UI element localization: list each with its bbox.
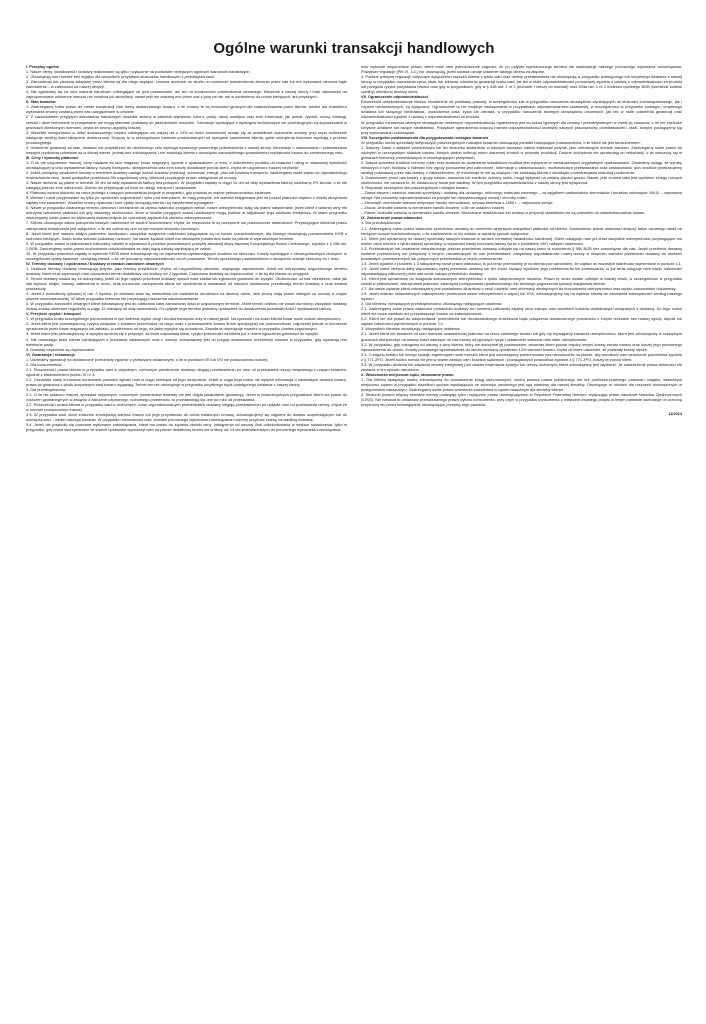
paragraph: – Zboża: Jednolite warunki w niemieckim handlu zbożem, o ile nie ustalono inaczej. bbox=[361, 205, 505, 211]
paragraph: – Ziarna siewne i nasiona: warunki sprzedaży i dostawy dla uznanego, rolniczego materiału siewnego – za wyjątkiem sadzeniaków ziemniaków i buraków cukrowych: AVLB – najnowsza wersja. Nie ponosimy odpowiedzialności za pomyłki lub niewystarczający rozwój i choroby roślin. bbox=[361, 190, 682, 201]
paragraph: 3.1. Jeżeli klient nie zamierza od razu dokonać uzasadnionej płatności na rzecz należnego towaru lub gdy my wymagamy zawarcia ubezpieczenia, klient jest zobowiązany w rozsądnym granicach ubezpieczyć na własny koszt należące do nas towary od typowych ryzyk i ostatecznie wskazać nam takie ubezpieczenie. bbox=[361, 331, 682, 342]
paragraph: 2. Dalsza sprzedaż środków ochrony roślin oraz środków do zwalczania szkodników możliwa jest wyłącznie w nienaruszonych oryginalnych opakowaniach. Zwracamy uwagę, że wyroby niektórych z tych środków z Niemiec bez zgody producenta jest zabronione. Informacje o właściwościach, możliwościach przetwarzania oraz zastosowaniu tych środków przekazujemy według posiadanej przez nas wiedzy, z zastrzeżeniem, że informacje te nie są wiążące i nie zwalniają klienta z obowiązku przestrzegania instrukcji producenta. bbox=[361, 159, 682, 175]
paragraph: 1. W przypadku braku szczególnego porozumienia w tym zakresie wybór drogi i środka transportu leży w naszej gestii. Na życzenie i na koszt klienta towar może zostać ubezpieczony. bbox=[26, 316, 342, 322]
paragraph: 4. Regulacje szczególne dla poszczególnych rodzajów towaru: bbox=[361, 185, 469, 191]
paragraph: 3. Zamówienia lub zlecenia składane przez klienta są dla niego wiążące. Umowa dochodzi do skutku w momencie potwierdzenia zlecenia przez nas lub też wykonania zlecenia bądź zamówienia – w zależności od naszej decyzji. bbox=[26, 79, 347, 90]
right-column bbox=[361, 64, 682, 1014]
paragraph: 4. Udzielenie gwarancji za stan, trwałość lub przydatność do określonego celu wymaga wyraźnego pisemnego potwierdzenia z naszej strony. Informacje o zastosowaniu i przetwarzaniu naszych produktów udzielane są w dobrej wierze, jednak bez zobowiązania, i nie zwalniają klienta z obowiązku samodzielnego sprawdzenia przydatności towaru do zamierzonego celu. bbox=[26, 144, 347, 155]
paragraph: 1. Nasze oferty, świadczenia i dostawy realizowane są tylko i wyłącznie na podstawie niniejszych ogólnych warunków handlowych. bbox=[26, 69, 251, 75]
paragraph: 3.1. O ile nie ustalono inaczej, sprzedaż używanych, ruchomych przedmiotów dostawy nie jest objęta jakąkolwiek gwarancją. Jeżeli w poszczególnych przypadkach klient ma prawo do roszczeń gwarancyjnych w związku z zakupem używanego, ruchomego przedmiotu, to przedawniają się one po roku od przekazania. bbox=[26, 392, 347, 403]
paragraph: 1.4. Jeżeli zgodnie z punktem 1.3 nabędziemy nowe prawo własności, to już teraz przenosimy je na klienta pod warunkiem, że zapłaci on wszystkie należności wymienione w punkcie 1.1. bbox=[361, 260, 682, 266]
paragraph: 1. Udzielamy gwarancji na dostarczone przedmioty zgodnie z przepisami ustawowymi, o ile w punktach VII lub VIII nie postanowiono inaczej. bbox=[26, 356, 269, 362]
paragraph: 8. Jeżeli klient jest naszym stałym partnerem handlowym, wszystkie wzajemne należności księgowane są na koncie rozrachunkowym, dla którego obowiązują postanowienia HGB o rachunku bieżącym. Saldo konta stanowi podstawę rozliczeń. Na nasze żądanie klient ma obowiązek potwierdzić saldo na piśmie w wyznaczonym terminie. bbox=[26, 230, 347, 241]
section-heading: IV. Terminy dostawy i opóźnienia / Dostawy w ramach zamówień otwartych bbox=[26, 260, 164, 266]
section-heading: IX. Zastrzeżenie prawa własności bbox=[361, 215, 423, 221]
paragraph: 1.8. Jeżeli wartość ustanowionych zabezpieczeń przekracza nasze wierzytelności o więcej niż 10%, zobowiązujemy się na żądanie klienta do zwolnienia zabezpieczeń według naszego wyboru. bbox=[361, 291, 682, 302]
paragraph: 3.3. W przypadku wad, które znacznie zmniejszają wartość towaru lub jego przydatność do celów ustalonych umową, zobowiązujemy się najpierw do dostaw uzupełniających lub do usunięcia wad – wedle naszego uznania. W przypadku niemożności wad, zamiast ponownego wykonania zobowiązania możemy przyznać zniżkę na wadliwą dostawę. bbox=[26, 412, 347, 423]
paragraph: 2. Jeżeli klient jest przedsiębiorcą, ryzyka związane z towarem przechodzą na niego wraz z przekazaniem towaru firmie spedycyjnej lub przewoźnikowi, najpóźniej jednak w momencie opuszczenia przez towar magazynu lub zakładu, w zależności od tego, na jakiej wysyłce się umówiono. Zasada ta obowiązuje również w przypadku dostaw częściowych. bbox=[26, 321, 347, 332]
section-heading: I. Przepisy ogólne bbox=[26, 64, 60, 69]
document-title: Ogólne warunki transakcji handlowych bbox=[213, 40, 495, 57]
paragraph: 3. Jeżeli klient jest przedsiębiorcą, a wysyłka opóźnia się z przyczyn, za które odpowiada klient, ryzyko przechodzi na klienta już z dniem zgłoszenia gotowości do wysyłki. bbox=[26, 331, 319, 337]
paragraph: 6. Nawet w przypadku ustalonego terminu płatności i niezależnie od okresu ważności przyjętych weksli, nasze wierzytelności stają się płatne natychmiast, jeżeli klient z własnej winy nie dotrzyma warunków płatności lub gdy zaistnieją okoliczności, które w świetle przyjętych zasad handlowych mogą poddać w wątpliwość jego zdolność kredytową. W takim przypadku zastrzegamy sobie prawo do wykonania dostaw jedynie po uprzedniej zapłacie lub złożeniu zabezpieczenia. bbox=[26, 205, 347, 221]
paragraph: 2. Stosunki prawne między stronami umowy podlegają tylko i wyłącznie prawu obowiązującemu w Republice Federalnej Niemiec, wyłączając prawo handlowe Narodów Zjednoczonych (CISG). Nie narusza to ustawowo przewidzianego prawa wyboru konsumenta, przy czym w przypadku konsumenta z miejscem zwykłego pobytu w innym państwie zachowuje on ochronę przyznaną mu przez bezwzględnie obowiązujące przepisy tego państwa. bbox=[361, 392, 682, 408]
paragraph: W przypadku naruszenia istotnych obowiązków umownych odpowiedzialność ograniczona jest do szkód typowych dla umowy i przewidywalnych w chwili jej zawarcia, o ile nie zachodzi umyślne działanie lub rażące niedbalstwo. Powyższe ograniczenia dotyczą również odpowiedzialności osobistej naszych pracowników, przedstawicieli i osób, którymi posługujemy się przy wykonywaniu zobowiązań. bbox=[361, 119, 682, 135]
paragraph: 5. Dostawy częściowe są dopuszczalne. bbox=[26, 346, 96, 352]
paragraph: 9. W przypadku zwłoki w płatnościach naliczamy odsetki w wysokości 8 punktów procentowych powyżej aktualnej stopy bazowej Europejskiego Banku Centralnego, zgodnie z § 288 ust. 2 BGB. Zastrzegamy sobie prawo dochodzenia odszkodowania za dalej idącą szkodę wynikającą ze zwłoki. bbox=[26, 240, 347, 251]
paragraph: 1.7. Na nasze żądanie klient zobowiązany jest powiadomić dłużników o cesji i udzielić nam informacji niezbędnych do dochodzenia wierzytelności oraz wydać odpowiednie dokumenty. bbox=[361, 286, 677, 292]
paragraph: – Pasze: Jednolite warunki w niemieckim handlu zbożem. Nieznaczne rozbieżności lub zmiany w proporcji składników nie są powodem do zakwestionowania towaru. bbox=[361, 210, 646, 216]
paragraph: 1.2. Klient jest uprawniony do dalszej sprzedaży naszych towarów w ramach normalnej działalności handlowej. Klient odstępuje nam już teraz wszystkie wierzytelności przysługujące mu wobec osób trzecich z tytułu dalszej sprzedaży, w wysokości kwoty końcowej faktury (wraz z podatkiem VAT) naszych należności. bbox=[361, 235, 682, 246]
paragraph: 1. Ustalone terminy dostawy obowiązują jedynie, jako terminy przybliżone, chyba, że uzgodniliśmy pisemnie, wiążącego zapewnienia. Jeżeli nie dotrzymamy uzgodnionego terminu dostawy, klient musi wyznaczyć nam odpowiedni termin dodatkowy, nie krótszy niż 2 tygodnie. Częściowe dostawy są dopuszczalne, o ile są dla klienta do przyjęcia. bbox=[26, 265, 347, 276]
section-heading: III. Ceny i sposoby płatności bbox=[26, 154, 79, 160]
paragraph: 3.3. O zajęciu towaru lub innego rodzaju ingerencjach osób trzecich klient jest zobowiązany poinformować nas niezwłocznie na piśmie, aby umożliwić nam wniesienie powództwa zgodnie z § 771 ZPO. Jeżeli osoba trzecia nie jest w stanie zwrócić nam kosztów sądowych i pozasądowych powództwa zgodnie z § 771 ZPO, koszty te ponosi klient. bbox=[361, 351, 682, 362]
paragraph: 1.6. Klient jest uprawniony do ściągania scedowanych wierzytelności z tytułu odsprzedanych towarów. Prawo to może zostać cofnięte w każdej chwili, w szczególności w przypadku zwłoki w płatnościach, wstrzymania płatności, wszczęcia postępowania upadłościowego lub istotnego pogorszenia sytuacji majątkowej klienta. bbox=[361, 275, 682, 287]
paragraph: 7. Klienta obowiązuje zakaz potrącenia naszych należności ze swoimi roszczeniami, chyba, że roszczenia te są bezsporne lub prawomocnie stwierdzone. Przysługujące klientowi prawo zatrzymania świadczenia jest wyłączone, o ile nie opiera się ono na tym samym stosunku umownym. bbox=[26, 220, 347, 231]
section-heading: II. Stan towarów bbox=[26, 99, 56, 105]
paragraph: 2. Dla konsumentów: bbox=[26, 361, 63, 367]
paragraph: 4. Płatności można dokonać na rzecz jednego z naszych pracowników jedynie w przypadku, gdy posiada on ważne pełnomocnictwo inkasowe. bbox=[26, 190, 272, 196]
paragraph: W przypadku umów sprzedaży dotyczących poszczególnych rodzajów towarów obowiązują ponadto następujące postanowienia, o ile klient nie jest konsumentem: bbox=[361, 139, 641, 145]
paragraph: – Ziemniaki: niemieckie warunki dotyczące handlu ziemniakami, umowa berlińska z 1956 r. – najnowsza wersja. bbox=[361, 200, 554, 206]
paragraph: 1.5. Jeżeli klient otrzyma dalej wspomnianą wyżej przedmiot dostawy lub też towar, będący wynikiem jego przetworzenia lub pomieszania, to już teraz ustępuje nam część należności odpowiadającą naliczonej przez nas cenie zakupu przedmiotu dostawy. bbox=[361, 265, 682, 276]
paragraph: 1. Nawozy: Dane o składzie procentowym lub też stosunku składników w naszych towarach należy traktować jedynie, jako orientacyjne średnie wartości. Zastrzegamy sobie prawo do odchyleń w rzeczywistym składzie towaru, których trudno uniknąć mimo starannej kontroli w procesie produkcji. Drobne odchylenia nie uprawniają do reklamacji, o ile mieszczą się w granicach tolerancji przewidzianych w obowiązujących przepisach. bbox=[361, 144, 682, 160]
paragraph: 2.2. Klient nie ma prawa do odsprzedania, przerobienia lub nieodwracalnego zmieszania bądź połączenia dostarczonego przedmiotu z innymi rzeczami bez naszej zgody, dopóki nie zapłaci należności wymienionych w punkcie 2.1. bbox=[361, 316, 682, 327]
paragraph: Roszczenia odszkodowawcze klienta, niezależnie od podstawy prawnej, w szczególności zaś w przypadku naruszenia obowiązków wynikających ze stosunku zobowiązaniowego, jak i czynów niedozwolonych, są wyłączone. Ograniczenie to nie znajduje zastosowania w przypadkach odpowiedzialności ustawowej, w szczególności w przypadku podstępu, umyślnego działania lub rażącego niedbalstwa, uszkodzenia ciała, życia lub zdrowia, w przypadku naruszenia istotnych obowiązków umownych, jak też w razie udzielenia gwarancji oraz odpowiedzialności zgodnie z ustawą o odpowiedzialności za produkt. bbox=[361, 99, 682, 120]
paragraph: 3.4. Jeżeli nie powiodło się ponowne wykonanie zobowiązania, klient ma prawo do żądania obniżki ceny, odstąpienia od umowy i/lub odszkodowania w miejsce świadczenia, tylko w przypadku, gdy przed skorzystaniem ze swoich uprawnień wyznaczył nam na piśmie dodatkowy termin nie krótszy niż 14 dni kalendarzowych do ponownego wykonania zobowiązania. bbox=[26, 422, 347, 433]
paragraph: 3. Dostarczone przez nas towary z grupy nasion, nawozów lub środków ochrony roślin, mogą wpływać na zmiany jakości gruntu. Nawet, jeśli zmiana taka jest wynikiem zbiegu różnych okoliczności, nie oznacza to, że dostarczony towar jest wadliwy. W tym przypadku odpowiedzialność z naszej strony jest wyłączona. bbox=[361, 175, 682, 186]
paragraph: 3. Dla przedsiębiorców: bbox=[26, 387, 67, 392]
paragraph: 2.1. Roszczenia i prawa klienta w przypadku wad w używanym, ruchomym przedmiocie dostawy ulegają przedawnieniu po roku od przekazania rzeczy związanego z nowym towarem, zgodnie z zastrzeżeniem punktu VI nr 4. bbox=[26, 366, 347, 377]
paragraph: 2. Termin dostawy uważa się za dotrzymany, jeżeli do jego upływu przedmiot dostawy opuścił nasz zakład lub zgłoszono gotowość do wysyłki. Okoliczności od nas niezależne, takie jak siła wyższa, strajki, lokauty, zakłócenia w ruchu, brak surowców, zarządzenia władz lub opóźnienia w dostawach od naszych dostawców, przedłużają termin dostawy o czas trwania przeszkody. bbox=[26, 275, 347, 292]
section-heading: VII. Ograniczenie odpowiedzialności bbox=[361, 94, 429, 100]
section-heading: VIII. Szczególne postanowienia dla przygotowania rodzajów towarów bbox=[361, 134, 489, 140]
paragraph: 4. Nie zgadzamy się na inne warunki handlowe, odbiegające od tych postanowień, ani też na konieczność potwierdzenia zwrotnego. Milczenie z naszej strony i brak odpowiedzi na zaproponowane odmienne warunki nie oznacza ich akceptacji, nawet jeśli nie zostaną one przez nas z góry na nie, ani w odniesieniu do umów bieżących, ani przyszłych. bbox=[26, 89, 347, 100]
paragraph: 1. Zastrzegamy sobie prawo do zmian konstrukcji i/lub formy dostarczanego towaru, o ile zmiany te są zmianami typowymi dla zaakceptowania przez klienta. Istotne dla charakteru wykonania zmiany zostaną przez nas uwzględnione w umowie. bbox=[26, 104, 347, 115]
section-heading: VI. Gwarancja i reklamacje bbox=[26, 351, 75, 357]
paragraph: 2. Z zachowaniem przyjętych standardów handlowych wszelkie zmiany w zakresie wymiarów, koloru, próby, danej analityce oraz inne informacje, jak próbki, rysunki, wzory, katalogi, cenniki i dane techniczne w prospektach nie mogą stanowić podstawy do jakichkolwiek roszczeń. Tolerancje wynikające z wymogów technicznych lub produkcyjnych są dopuszczalne w granicach określonych normami, chyba że strony uzgodnią inaczej. bbox=[26, 114, 347, 130]
paragraph: 2. Obowiązują one również bez wyjątku dla wszystkich przyszłych stosunków handlowych z przedsiębiorcami. bbox=[26, 74, 215, 80]
paragraph: 3. Wszystkich klientów obowiązują następujące ustalenia: bbox=[361, 326, 461, 332]
paragraph: 10. W przypadku polecenia zapłaty w systemie SEPA klient zobowiązuje się do zapewnienia wystarczających środków na rachunku. Koszty wynikające z nieuregulowanych obciążeń, w szczególności opłaty bankowe, obciążają klienta, o ile nie ponosimy odpowiedzialności za ich powstanie. Termin uprzedniego powiadomienia o obciążeniu zostaje skrócony do 1 dnia. bbox=[26, 250, 347, 261]
paragraph: 2. Dla klientów, niebędących przedsiębiorcami, obowiązują następujące ustalenia: bbox=[361, 301, 503, 307]
paragraph: 3.2. W przypadku, gdy odstąpimy od umowy z winy klienta, który nie dotrzymał jej postanowień, wówczas klient ponosi między innymi koszty zwrotu towaru oraz koszty jego ponownego wprowadzenia do obrotu. Koszty ponownego wprowadzenia do obrotu wynoszą ryczałtowo 10% wartości towaru, chyba że klient udowodni, że powstały koszty niższe. bbox=[361, 341, 682, 352]
paragraph: 2.2. Oczywiste wady w towarze konsument powinien zgłosić nam w ciągu miesiąca od jego otrzymania. Jeżeli w ciągu tego czasu nie wpłynie informacja o zaistniałych wadach towaru, prawa do gwarancji z tytułu oczywistych wad towaru wygasają. Termin ten nie obowiązuje w przypadku umyślnego bądź podstępnego działania z naszej strony. bbox=[26, 376, 347, 387]
left-column bbox=[26, 64, 347, 1014]
paragraph: 3.4. W przypadku istnienia lub zawarcia umowy kredytowej pod zastaw inwentarza żywego lub rzeczy ruchomych klient zobowiązany jest zapewnić, że zastrzeżenie prawa własności nie zostanie w ten sposób naruszone. bbox=[361, 361, 682, 372]
paragraph: 2.1. Zastrzegamy sobie prawo własności przedmiotu dostawy do momentu całkowitej zapłaty ceny zakupu oraz wszelkich kosztów dodatkowych związanych z dostawą. Do tego czasu klient nie może zastawić ani przewłaszczyć towaru na zabezpieczenie. bbox=[361, 306, 682, 317]
document-footer-code: 11/2014 bbox=[668, 411, 682, 417]
section-heading: V. Przejście ryzyka i transport bbox=[26, 311, 81, 317]
section-heading: X. Właściwość miejscowa sądu, stosowane prawo bbox=[361, 371, 454, 377]
paragraph: 1. Dla przedsiębiorców: bbox=[361, 220, 402, 226]
paragraph: 4. W przypadku zamówień otwartych klient zobowiązany jest do odebrania całej zamówionej ilości w uzgodnionym terminie. Jeżeli termin odbioru nie został określony, wszystkie dostawy muszą zostać odebrane najpóźniej w ciągu 12 miesięcy od daty zamówienia. Po upływie tego terminu jesteśmy uprawnieni do dostarczenia pozostałej ilości i wystawienia faktury. bbox=[26, 301, 347, 312]
paragraph: 1. Dla klienta będącego osobą zobowiązaną do prowadzenia ksiąg rachunkowych, osobą prawną prawa publicznego lub też publiczno-prawnego podmiotu majątku, właściwym miejscowo sądem w przypadku wszelkich sporów wynikających ze stosunku umownego jest sąd właściwy dla naszej siedziby. Obowiązuje to również dla roszczeń dochodzonych w postępowaniu nakazowym. Zastrzegamy sobie prawo wniesienia powództwa w sądzie właściwym dla siedziby klienta. bbox=[361, 376, 682, 392]
paragraph: móc wykonać wspomniane prawo, klient musi nam jednoznacznie zagrozić, że po upływie wyznaczonego terminu nie zaakceptuje naszego ponownego wykonania zobowiązania. Powyższe regulacje (Pkt VI. 3.4.) nie obowiązują, jeżeli ustawa uznaje ustalenie takiego okresu za zbędne. bbox=[361, 64, 682, 75]
paragraph: 1.1. Zastrzegamy sobie prawo własności przedmiotu dostawy do momentu wpłynięcia wszystkich płatności od klienta. Zastrzeżenie prawa własności dotyczy także uznanego salda na bieżącym koncie rozrachunkowym, o ile zastrzeżenie to nie zostało w wyraźny sposób wyłączone. bbox=[361, 225, 682, 236]
paragraph: 4. Nie naruszając praw klienta wynikających z przepisów ustawowych oraz z umowy, zobowiązany jest on przyjąć dostarczone przedmioty również w przypadku, gdy wykazują one nieistotne wady. bbox=[26, 336, 347, 347]
paragraph: 3. Wszelkie niezgodności w ilości dostarczonego towaru odbiegające nie więcej niż o 10% od ilości zamówionej uznaje się za prawidłowe wykonanie umowy, przy czym rozliczenie następuje według ilości faktycznie dostarczonej. Dotyczy to w szczególności towarów produkowanych na specjalne zamówienie klienta, gdzie odchylenia ilościowe wynikają z procesu produkcyjnego. bbox=[26, 129, 347, 145]
paragraph: 2. Jeżeli pomiędzy zawarciem umowy a terminem dostawy nastąpi wzrost kosztów produkcji, surowców, energii, płac lub kosztów transportu, zastrzegamy sobie prawo do odpowiedniego dostosowania ceny. Jeżeli podwyżka przekracza 5% uzgodnionej ceny, klientowi przysługuje prawo odstąpienia od umowy. bbox=[26, 169, 347, 181]
paragraph: 1. O ile nie uzgodniono inaczej, ceny ustalane są loco magazyn (nasz magazyn), łącznie z opakowaniem, w euro, z doliczeniem podatku od towarów i usług w ustawowej wysokości obowiązującej w dniu wystawienia faktury. Koszty transportu, ubezpieczenia oraz inne koszty dodatkowe ponosi klient, chyba że uzgodniono inaczej na piśmie. bbox=[26, 159, 347, 170]
document-columns bbox=[26, 64, 682, 1014]
paragraph: 5. Weksle i czeki przyjmowane są tylko po uprzednim uzgodnieniu i tylko pod warunkiem, że mają pokrycie. Ich wartość księgowana jest na poczet płatności dopiero z chwilą otrzymania zapłaty bez zastrzeżeń. Wszelkie koszty dyskonta i inne opłaty obciążają klienta i są natychmiast wymagalne. bbox=[26, 195, 347, 206]
paragraph: 3. Jeżeli z przeszkody opisanej w ust. 2 wynika, że dostawa stała się niemożliwa lub nadmiernie utrudniona na dłuższy okres, obie strony mają prawo odstąpić od umowy w części jeszcze niezrealizowanej. W takim przypadku klientowi nie przysługują roszczenia odszkodowawcze. bbox=[26, 291, 347, 302]
paragraph: 3.2. Roszczenia i prawa klienta w przypadku wad w ruchomych, nowo wyprodukowanych przedmiotach dostawy ulegają przedawnieniu po upływie roku od przekazania rzeczy, chyba że w umowie postanowiono inaczej. bbox=[26, 402, 347, 413]
paragraph: 3. Nasze rachunki są płatne w terminie 30 dni od daty wystawienia faktury bez potrąceń. W przypadku zapłaty w ciągu 10 dni od daty wystawienia faktury udzielamy 2% skonta, o ile nie zalegają jeszcze inne należności. Skonto nie przysługuje od kwot za usługi, transport i opakowanie. bbox=[26, 180, 347, 191]
paragraph: 4. Podane powyżej regulacje dotyczące wyłączenia roszczeń klienta z tytułu wad oraz okresy przedawnienia nie obowiązują w przypadku podstępnego lub umyślnego działania z naszej strony, w przypadku naruszenia życia, ciała, lub zdrowia, udzielenia gwarancji braku wad, jak też w razie odpowiedzialności ponoszonej zgodnie z ustawą o odpowiedzialności za produkt lub przejęcia ryzyka pozyskania towaru oraz gdy w przypadkach, gdy w § 438 ust. 1 nr 2 (budowle i rzeczy do budowli) oraz 634a ust. 1 nr 2 kodeksu cywilnego BGB (niemiecki kodeks cywilny) określono dłuższy okres. bbox=[361, 74, 682, 95]
paragraph: 1.3. Przetwarzanie lub obrabianie nieopłaconego jeszcze przedmiotu dostawy odbywa się na naszą rzecz w rozumieniu § 950 BGB bez zobowiązań dla nas. Jeżeli przedmiot dostawy zostanie przetworzony lub połączony z innymi, nienależącymi do nas przedmiotami, nabywamy współwłasność nowej rzeczy w stosunku wartości przedmiotu dostawy do wartości pozostałych przetworzonych lub połączonych przedmiotów w chwili przetworzenia. bbox=[361, 245, 682, 261]
